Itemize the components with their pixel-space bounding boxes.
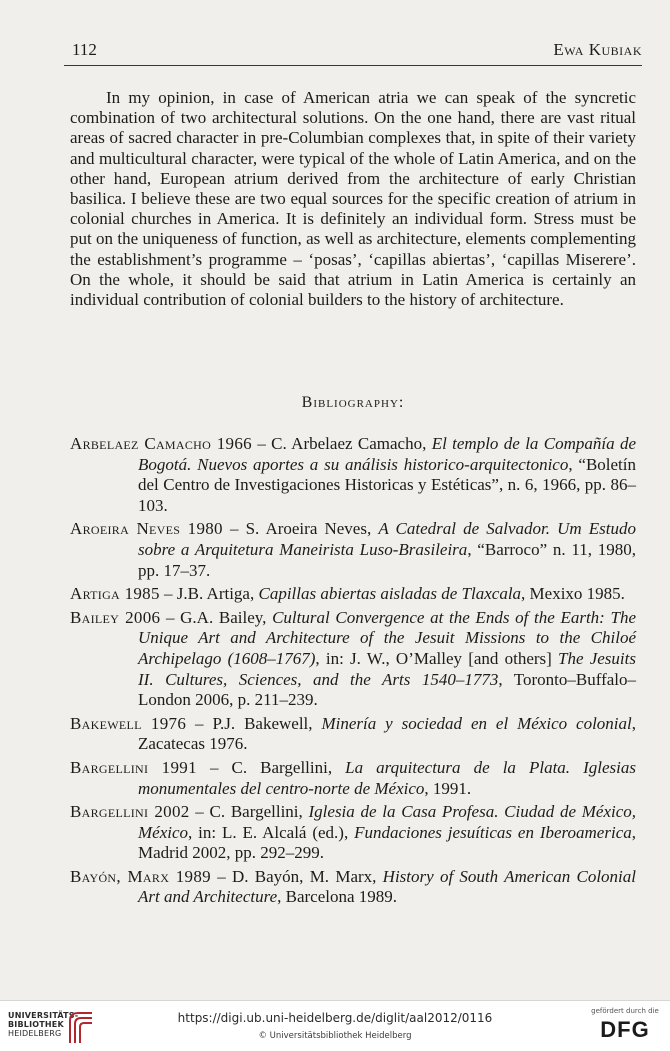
bib-details: , “Barroco” n. 11, 1980, pp. 17–37. bbox=[138, 539, 637, 580]
bib-details: , in: J. W., O’Malley [and others] bbox=[315, 648, 559, 668]
bibliography-heading: Bibliography: bbox=[301, 394, 405, 411]
copyright-text: © Universitätsbibliothek Heidelberg bbox=[258, 1031, 412, 1041]
bibliography-entry bbox=[70, 714, 636, 755]
bib-author: – C. Arbelaez Camacho, bbox=[251, 434, 432, 453]
funding-block bbox=[590, 1007, 660, 1043]
bib-title: La arquitectura de la Plata. Iglesias monumentales del centro-norte de México bbox=[138, 757, 637, 798]
bib-author: – C. Bargellini, bbox=[189, 802, 309, 822]
bib-title: El templo de la Compañía de Bogotá. Nuevos aportes a su análisis historico-arquitectonico bbox=[138, 434, 637, 474]
bib-author: – P.J. Bakewell, bbox=[186, 713, 322, 733]
bib-details: , Zacatecas 1976. bbox=[138, 713, 637, 754]
bib-key: Arbelaez Camacho 1966 bbox=[70, 434, 252, 453]
library-name-line2: BIBLIOTHEK bbox=[8, 1020, 64, 1029]
running-head-author: Ewa Kubiak bbox=[553, 40, 642, 59]
bib-title: Iglesia de la Casa Profesa. Ciudad de México, México bbox=[138, 802, 637, 842]
bib-details: , “Boletín del Centro de Investigaciones Historicas y Estéticas”, n. 6, 1966, pp. 86–103. bbox=[138, 454, 636, 515]
bib-title: A Catedral de Salvador. Um Estudo sobre a Arquitetura Maneirista Luso-Brasileira bbox=[138, 519, 636, 559]
bib-author: – C. Bargellini, bbox=[196, 757, 346, 777]
bibliography-entry bbox=[70, 802, 636, 864]
bib-title: History of South American Colonial Art and Architecture bbox=[138, 866, 636, 907]
bibliography-entry bbox=[70, 434, 636, 516]
bib-details: , Barcelona 1989. bbox=[277, 887, 398, 907]
source-url-link[interactable]: https://digi.ub.uni-heidelberg.de/diglit/aal2012/0116 bbox=[177, 1011, 493, 1025]
bibliography-entry bbox=[70, 519, 636, 581]
library-name-line1: UNIVERSITÄTS- bbox=[8, 1011, 79, 1020]
bib-key: Bargellini 2002 bbox=[70, 802, 190, 822]
bib-details: , 1991. bbox=[424, 778, 472, 798]
bibliography-entry bbox=[70, 608, 636, 711]
body-paragraph: In my opinion, in case of American atria we can speak of the syncretic combination of two architectural solutions. On the one hand, there are vast ritual areas of sacred character in pre-Columbian complexes that, in spite of their variety and multicultural character, were typical of the whole of Latin America, and on the other hand, European atrium derived from the architecture of early Christian basilica. I believe these are two equal sources for the specific creation of atrium in colonial churches in America. It is definitely an individual form. Stress must be put on the uniqueness of function, as well as architecture, elements complementing the establishment’s programme – ‘posas’, ‘capillas abiertas’, ‘capillas Miserere’. On the whole, it should be said that atrium in Latin America is certainly an individual contribution of colonial builders to the history of architecture. bbox=[70, 88, 636, 310]
bib-details: , in: L. E. Alcalá (ed.), bbox=[188, 822, 355, 842]
library-name-line3: HEIDELBERG bbox=[8, 1029, 62, 1038]
header-rule bbox=[64, 65, 642, 66]
page-number: 112 bbox=[72, 40, 97, 59]
bib-title: Capillas abiertas aisladas de Tlaxcala bbox=[258, 584, 522, 604]
bib-key: Bargellini 1991 bbox=[70, 757, 197, 777]
bib-key: Bakewell 1976 bbox=[70, 713, 187, 733]
bib-details-secondary: , Toronto–Buffalo–London 2006, p. 211–239. bbox=[138, 669, 636, 710]
bib-author: – D. Bayón, M. Marx, bbox=[210, 866, 383, 886]
bib-key: Bailey 2006 bbox=[70, 607, 161, 627]
bibliography-entry bbox=[70, 758, 636, 799]
bib-title-secondary: The Jesuits II. Cultures, Sciences, and the Arts 1540–1773 bbox=[138, 648, 636, 689]
bib-title: Cultural Convergence at the Ends of the Earth: The Unique Art and Architecture of the Jesuit Missions to the Chiloé Archipelago (1608–1767) bbox=[138, 607, 636, 668]
bib-author: – G.A. Bailey, bbox=[160, 607, 273, 627]
bibliography-entry bbox=[70, 584, 636, 605]
bib-author: – J.B. Artiga, bbox=[159, 584, 259, 604]
dfg-logo: DFG bbox=[600, 1017, 650, 1042]
digitization-footer bbox=[0, 1000, 670, 1051]
bib-author: – S. Aroeira Neves, bbox=[222, 519, 379, 539]
library-logo-icon bbox=[66, 1009, 96, 1045]
bib-details-secondary: , Madrid 2002, pp. 292–299. bbox=[138, 822, 636, 863]
bib-key: Artiga 1985 bbox=[70, 584, 160, 604]
bib-key: Aroeira Neves 1980 bbox=[70, 519, 223, 539]
bibliography-list bbox=[70, 434, 636, 911]
funding-label: gefördert durch die bbox=[591, 1007, 659, 1015]
bib-details: , Mexixo 1985. bbox=[521, 584, 625, 604]
bibliography-entry bbox=[70, 867, 636, 908]
running-head bbox=[64, 36, 642, 66]
bib-key: Bayón, Marx 1989 bbox=[70, 866, 211, 886]
bib-title: Minería y sociedad en el México colonial bbox=[321, 713, 632, 733]
bib-title-secondary: Fundaciones jesuíticas en Iberoamerica bbox=[354, 822, 632, 842]
